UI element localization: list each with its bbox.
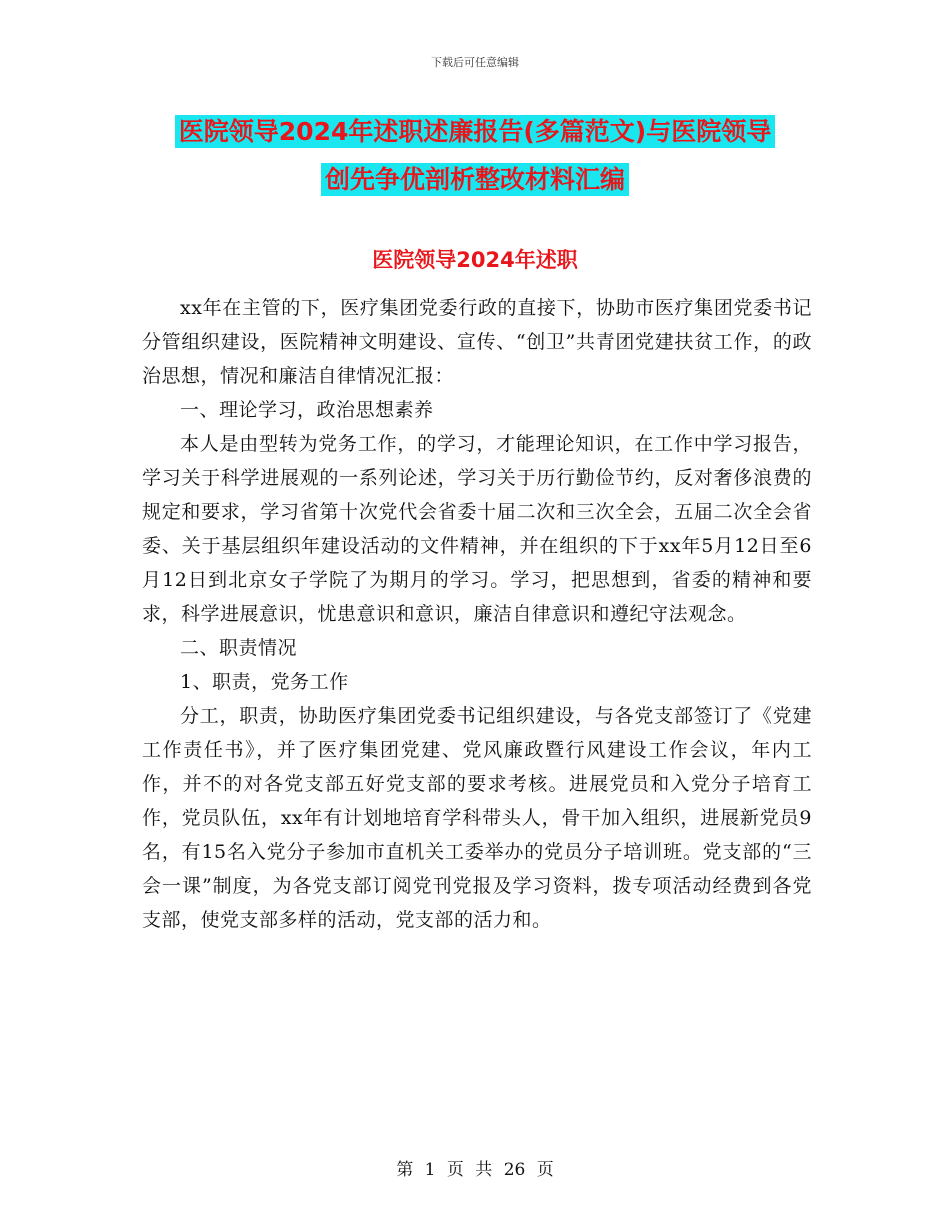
body-paragraph: 本人是由型转为党务工作，的学习，才能理论知识，在工作中学习报告，学习关于科学进展观的一系列论述，学习关于历行勤俭节约，反对奢侈浪费的规定和要求，学习省第十次党代会省委十届二次和三次全会，五届二次全会省委、关于基层组织年建设活动的文件精神，并在组织的下于xx年5月12日至6月12日到北京女子学院了为期月的学习。学习，把思想到，省委的精神和要求，科学进展意识，忧患意识和意识，廉洁自律意识和遵纪守法观念。 <box>142 433 812 625</box>
body-subheading: 1、职责，党务工作 <box>180 671 349 693</box>
document-body <box>142 291 812 937</box>
body-paragraph: xx年在主管的下，医疗集团党委行政的直接下，协助市医疗集团党委书记分管组织建设，医院精神文明建设、宣传、“创卫”共青团党建扶贫工作，的政治思想，情况和廉洁自律情况汇报： <box>142 297 812 387</box>
body-paragraph: 分工，职责，协助医疗集团党委书记组织建设，与各党支部签订了《党建工作责任书》，并了医疗集团党建、党风廉政暨行风建设工作会议，年内工作，并不的对各党支部五好党支部的要求考核。进展党员和入党分子培育工作，党员队伍，xx年有计划地培育学科带头人，骨干加入组织，进展新党员9名，有15名入党分子参加市直机关工委举办的党员分子培训班。党支部的“三会一课”制度，为各党支部订阅党刊党报及学习资料，拨专项活动经费到各党支部，使党支部多样的活动，党支部的活力和。 <box>142 705 812 931</box>
document-title <box>0 108 950 204</box>
document-title-line-1: 医院领导2024年述职述廉报告(多篇范文)与医院领导 <box>175 115 775 148</box>
page-number: 第 1 页 共 26 页 <box>396 1160 554 1180</box>
document-title-line-2: 创先争优剖析整改材料汇编 <box>321 163 629 196</box>
body-heading: 二、职责情况 <box>180 637 298 659</box>
body-heading: 一、理论学习，政治思想素养 <box>180 399 434 421</box>
section-title: 医院领导2024年述职 <box>372 248 578 272</box>
page-header: 下载后可任意编辑 <box>431 56 519 69</box>
